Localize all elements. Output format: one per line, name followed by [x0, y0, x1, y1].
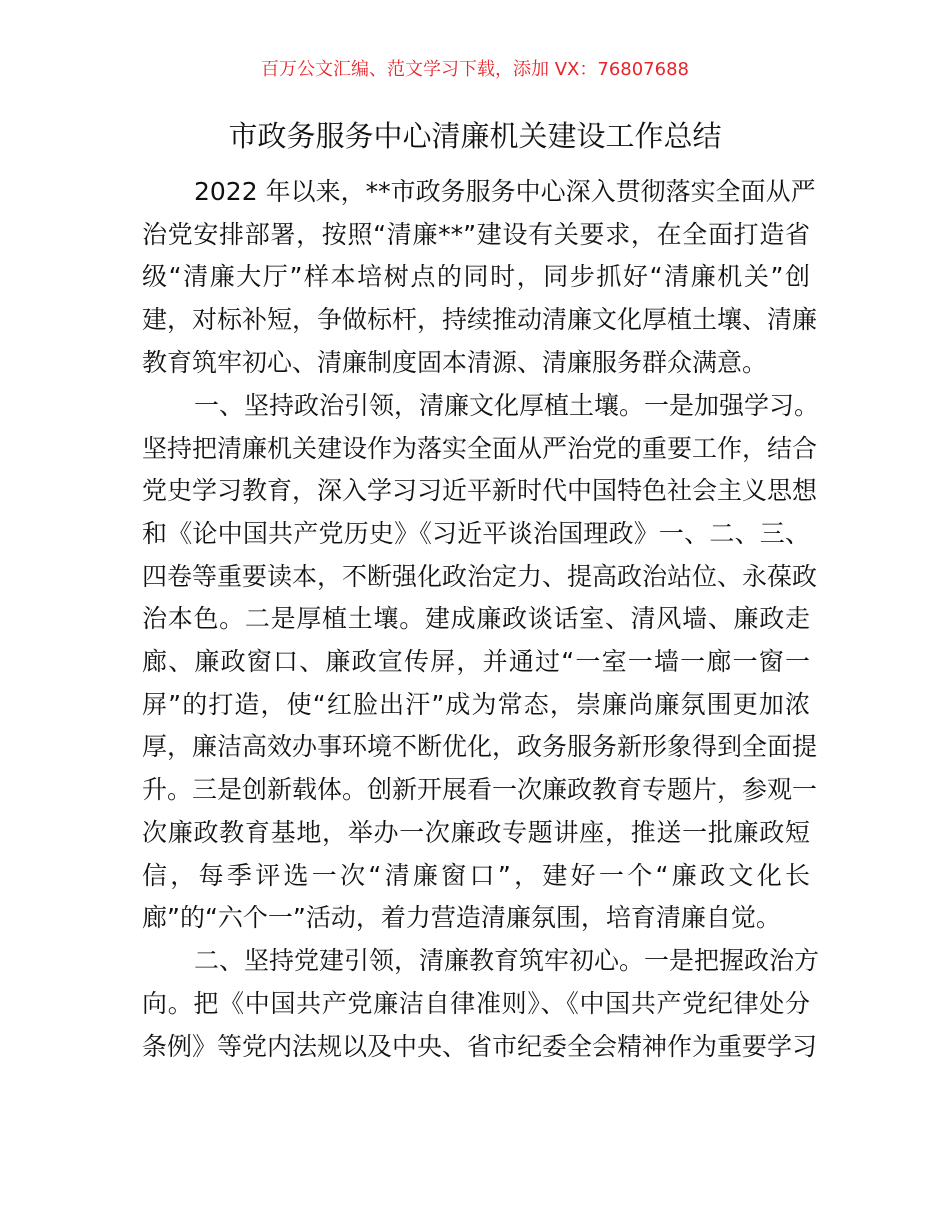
paragraph-line: 二、坚持党建引领，清廉教育筑牢初心。一是把握政治方 — [194, 946, 820, 976]
paragraph-line: 屏”的打造，使“红脸出汗”成为常态，崇廉尚廉氛围更加浓 — [142, 689, 810, 719]
paragraph-line: 廊、廉政窗口、廉政宣传屏，并通过“一室一墙一廊一窗一 — [142, 647, 810, 677]
paragraph-line: 四卷等重要读本，不断强化政治定力、提高政治站位、永葆政 — [142, 561, 818, 591]
document-body — [142, 171, 820, 1069]
paragraph — [142, 385, 820, 940]
paragraph-line: 次廉政教育基地，举办一次廉政专题讲座，推送一批廉政短 — [142, 817, 810, 847]
paragraph-line: 信，每季评选一次“清廉窗口”，建好一个“廉政文化长 — [142, 860, 810, 890]
paragraph-line: 教育筑牢初心、清廉制度固本清源、清廉服务群众满意。 — [142, 347, 768, 377]
paragraph-line: 升。三是创新载体。创新开展看一次廉政教育专题片，参观一 — [142, 775, 818, 805]
paragraph — [142, 171, 818, 384]
paragraph-line: 级“清廉大厅”样本培树点的同时，同步抓好“清廉机关”创 — [142, 262, 810, 292]
paragraph-line: 党史学习教育，深入学习习近平新时代中国特色社会主义思想 — [142, 476, 818, 506]
paragraph-line: 治本色。二是厚植土壤。建成廉政谈话室、清风墙、廉政走 — [142, 604, 810, 634]
paragraph-line: 厚，廉洁高效办事环境不断优化，政务服务新形象得到全面提 — [142, 732, 818, 762]
paragraph-line: 治党安排部署，按照“清廉**”建设有关要求，在全面打造省 — [142, 219, 810, 249]
paragraph-line: 向。把《中国共产党廉洁自律准则》、《中国共产党纪律处分 — [142, 989, 810, 1019]
paragraph-line: 建，对标补短，争做标杆，持续推动清廉文化厚植土壤、清廉 — [142, 305, 818, 335]
paragraph-line: 2022 年以来，**市政务服务中心深入贯彻落实全面从严 — [194, 177, 816, 206]
paragraph-line: 坚持把清廉机关建设作为落实全面从严治党的重要工作，结合 — [142, 433, 818, 463]
document-title: 市政务服务中心清廉机关建设工作总结 — [228, 119, 722, 153]
paragraph-line: 一、坚持政治引领，清廉文化厚植土壤。一是加强学习。 — [194, 390, 820, 420]
paragraph-line: 廊”的“六个一”活动，着力营造清廉氛围，培育清廉自觉。 — [142, 903, 781, 933]
paragraph-line: 和《论中国共产党历史》《习近平谈治国理政》一、二、三、 — [142, 519, 810, 548]
watermark-header: 百万公文汇编、范文学习下载，添加 VX：76807688 — [261, 59, 689, 80]
paragraph — [142, 940, 820, 1068]
paragraph-line: 条例》等党内法规以及中央、省市纪委全会精神作为重要学习 — [142, 1031, 818, 1061]
